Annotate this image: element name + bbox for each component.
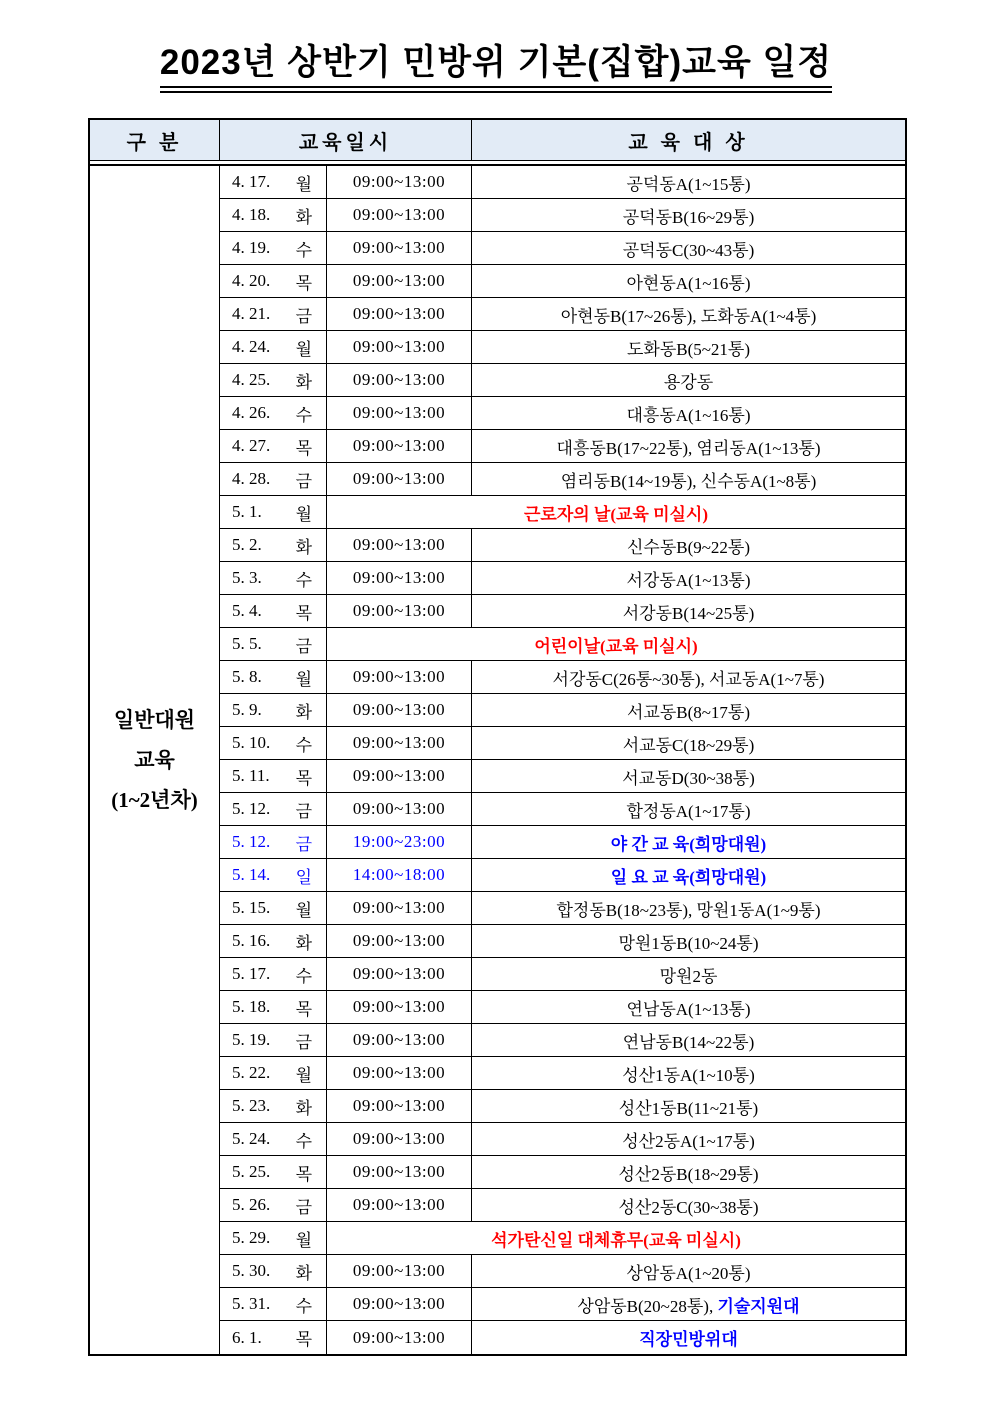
date-text: 5. 22. — [232, 1063, 271, 1082]
time-cell: 09:00~13:00 — [327, 727, 472, 759]
target-text: 합정동B(18~23통), 망원1동A(1~9통) — [556, 900, 821, 920]
table-row — [220, 826, 905, 859]
time-cell: 09:00~13:00 — [327, 661, 472, 693]
time-cell: 09:00~13:00 — [327, 397, 472, 429]
category-line: 교육 — [134, 748, 175, 772]
date-cell — [220, 859, 327, 891]
date-cell — [220, 991, 327, 1023]
weekday-text: 화 — [295, 933, 312, 953]
date-cell — [220, 1321, 327, 1354]
schedule-rows — [220, 166, 905, 1354]
target-text: 야 간 교 육(희망대원) — [610, 834, 767, 854]
target-text: 성산2동A(1~17통) — [622, 1131, 755, 1151]
date-text: 5. 5. — [232, 634, 262, 653]
time-cell: 09:00~13:00 — [327, 562, 472, 594]
table-row — [220, 1024, 905, 1057]
target-text: 대흥동A(1~16통) — [626, 405, 751, 425]
weekday-text: 금 — [295, 471, 312, 491]
target-cell — [472, 925, 905, 957]
header-datetime: 교육일시 — [220, 120, 472, 160]
date-text: 4. 27. — [232, 436, 271, 455]
table-row — [220, 1222, 905, 1255]
date-cell — [220, 1189, 327, 1221]
weekday-text: 금 — [295, 636, 312, 656]
target-text: 연남동A(1~13통) — [626, 999, 751, 1019]
target-cell — [472, 364, 905, 396]
target-cell — [472, 1189, 905, 1221]
time-cell: 09:00~13:00 — [327, 199, 472, 231]
schedule-table — [88, 118, 907, 1356]
target-text: 염리동B(14~19통), 신수동A(1~8통) — [560, 471, 817, 491]
target-cell — [472, 562, 905, 594]
date-text: 5. 24. — [232, 1129, 271, 1148]
time-cell: 09:00~13:00 — [327, 958, 472, 990]
date-cell — [220, 925, 327, 957]
target-cell — [472, 793, 905, 825]
weekday-text: 목 — [295, 603, 312, 623]
target-cell — [472, 1024, 905, 1056]
date-text: 4. 18. — [232, 205, 271, 224]
weekday-text: 목 — [295, 1164, 312, 1184]
table-row — [220, 595, 905, 628]
date-cell — [220, 1024, 327, 1056]
time-cell: 09:00~13:00 — [327, 1156, 472, 1188]
weekday-text: 수 — [295, 966, 312, 986]
time-cell: 09:00~13:00 — [327, 1024, 472, 1056]
table-row — [220, 1288, 905, 1321]
weekday-text: 화 — [295, 537, 312, 557]
target-text: 신수동B(9~22통) — [626, 537, 751, 557]
target-cell — [472, 1255, 905, 1287]
header-target: 교 육 대 상 — [628, 131, 749, 154]
target-text: 아현동A(1~16통) — [626, 273, 751, 293]
time-cell: 09:00~13:00 — [327, 463, 472, 495]
weekday-text: 목 — [295, 1330, 312, 1349]
table-row — [220, 331, 905, 364]
weekday-text: 금 — [295, 1032, 312, 1052]
date-cell — [220, 232, 327, 264]
target-text: 서강동A(1~13통) — [626, 570, 751, 590]
weekday-text: 일 — [295, 867, 312, 887]
target-text: 공덕동A(1~15통) — [626, 174, 751, 194]
target-text: 어린이날(교육 미실시) — [534, 636, 698, 656]
target-cell — [472, 463, 905, 495]
target-text: 일 요 교 육(희망대원) — [610, 867, 767, 887]
weekday-text: 금 — [295, 834, 312, 854]
table-row — [220, 199, 905, 232]
table-row — [220, 430, 905, 463]
weekday-text: 수 — [295, 1296, 312, 1316]
target-text: 상암동B(20~28통), — [577, 1296, 718, 1316]
weekday-text: 목 — [295, 273, 312, 293]
weekday-text: 월 — [295, 669, 312, 689]
table-row — [220, 397, 905, 430]
time-cell: 09:00~13:00 — [327, 892, 472, 924]
date-cell — [220, 430, 327, 462]
target-cell — [472, 232, 905, 264]
time-cell: 09:00~13:00 — [327, 1255, 472, 1287]
table-row — [220, 1057, 905, 1090]
target-text: 공덕동C(30~43통) — [622, 240, 755, 260]
time-cell: 09:00~13:00 — [327, 1057, 472, 1089]
table-row — [220, 166, 905, 199]
target-cell — [472, 529, 905, 561]
table-row — [220, 925, 905, 958]
holiday-cell — [327, 628, 905, 660]
weekday-text: 금 — [295, 306, 312, 326]
weekday-text: 목 — [295, 999, 312, 1019]
target-text: 서교동C(18~29통) — [622, 735, 755, 755]
target-cell — [472, 892, 905, 924]
date-cell — [220, 595, 327, 627]
category-line: (1~2년차) — [111, 788, 198, 812]
target-cell — [472, 1090, 905, 1122]
target-cell — [472, 265, 905, 297]
date-cell — [220, 793, 327, 825]
table-row — [220, 1156, 905, 1189]
weekday-text: 월 — [295, 900, 312, 920]
target-cell — [472, 1123, 905, 1155]
target-cell — [472, 661, 905, 693]
table-row — [220, 529, 905, 562]
category-line: 일반대원 — [113, 708, 196, 732]
table-header-row — [90, 120, 905, 161]
date-text: 4. 28. — [232, 469, 271, 488]
date-text: 5. 2. — [232, 535, 262, 554]
date-cell — [220, 1156, 327, 1188]
table-row — [220, 364, 905, 397]
table-row — [220, 463, 905, 496]
target-text: 도화동B(5~21통) — [626, 339, 751, 359]
date-cell — [220, 1255, 327, 1287]
time-cell: 14:00~18:00 — [327, 859, 472, 891]
target-text: 성산1동B(11~21통) — [618, 1098, 759, 1118]
date-text: 5. 17. — [232, 964, 271, 983]
date-text: 4. 21. — [232, 304, 271, 323]
date-cell — [220, 166, 327, 198]
table-row — [220, 1255, 905, 1288]
date-text: 5. 23. — [232, 1096, 271, 1115]
date-text: 5. 31. — [232, 1294, 271, 1313]
target-cell — [472, 958, 905, 990]
date-text: 4. 26. — [232, 403, 271, 422]
time-cell: 09:00~13:00 — [327, 595, 472, 627]
target-cell — [472, 166, 905, 198]
table-row — [220, 1090, 905, 1123]
date-text: 5. 10. — [232, 733, 271, 752]
time-cell: 09:00~13:00 — [327, 331, 472, 363]
target-cell — [472, 1057, 905, 1089]
time-cell: 09:00~13:00 — [327, 1123, 472, 1155]
target-cell — [472, 1288, 905, 1320]
target-text: 용강동 — [663, 372, 714, 392]
date-text: 4. 24. — [232, 337, 271, 356]
time-cell: 19:00~23:00 — [327, 826, 472, 858]
date-cell — [220, 463, 327, 495]
table-row — [220, 892, 905, 925]
category-cell — [90, 166, 220, 1354]
date-cell — [220, 397, 327, 429]
weekday-text: 수 — [295, 570, 312, 590]
target-cell — [472, 595, 905, 627]
date-text: 5. 8. — [232, 667, 262, 686]
date-cell — [220, 661, 327, 693]
page-title-text: 2023년 상반기 민방위 기본(집합)교육 일정 — [160, 44, 832, 93]
weekday-text: 월 — [295, 174, 312, 194]
date-text: 5. 18. — [232, 997, 271, 1016]
target-cell — [472, 859, 905, 891]
header-category: 구 분 — [90, 120, 220, 160]
date-cell — [220, 727, 327, 759]
date-cell — [220, 199, 327, 231]
time-cell: 09:00~13:00 — [327, 1090, 472, 1122]
date-cell — [220, 892, 327, 924]
weekday-text: 화 — [295, 207, 312, 227]
time-cell: 09:00~13:00 — [327, 298, 472, 330]
date-cell — [220, 694, 327, 726]
target-text: 직장민방위대 — [639, 1330, 738, 1349]
target-cell — [472, 298, 905, 330]
target-text: 서강동B(14~25통) — [622, 603, 755, 623]
table-row — [220, 628, 905, 661]
weekday-text: 월 — [295, 339, 312, 359]
target-text: 기술지원대 — [717, 1296, 800, 1316]
time-cell: 09:00~13:00 — [327, 991, 472, 1023]
date-text: 5. 9. — [232, 700, 262, 719]
time-cell: 09:00~13:00 — [327, 166, 472, 198]
weekday-text: 목 — [295, 438, 312, 458]
target-text: 대흥동B(17~22통), 염리동A(1~13통) — [556, 438, 821, 458]
time-cell: 09:00~13:00 — [327, 1189, 472, 1221]
table-row — [220, 760, 905, 793]
table-row — [220, 298, 905, 331]
date-cell — [220, 1090, 327, 1122]
date-text: 5. 29. — [232, 1228, 271, 1247]
time-cell: 09:00~13:00 — [327, 694, 472, 726]
date-text: 5. 1. — [232, 502, 262, 521]
target-cell — [472, 331, 905, 363]
holiday-cell — [327, 1222, 905, 1254]
target-cell — [472, 727, 905, 759]
date-cell — [220, 331, 327, 363]
table-row — [220, 661, 905, 694]
table-row — [220, 727, 905, 760]
date-cell — [220, 628, 327, 660]
date-text: 5. 12. — [232, 832, 271, 851]
weekday-text: 금 — [295, 1197, 312, 1217]
table-row — [220, 265, 905, 298]
date-cell — [220, 298, 327, 330]
target-text: 공덕동B(16~29통) — [622, 207, 755, 227]
weekday-text: 목 — [295, 768, 312, 788]
date-cell — [220, 760, 327, 792]
table-row — [220, 232, 905, 265]
target-cell — [472, 760, 905, 792]
target-text: 석가탄신일 대체휴무(교육 미실시) — [491, 1230, 741, 1250]
table-row — [220, 562, 905, 595]
target-text: 상암동A(1~20통) — [626, 1263, 751, 1283]
target-cell — [472, 694, 905, 726]
weekday-text: 수 — [295, 735, 312, 755]
date-text: 6. 1. — [232, 1327, 262, 1347]
time-cell: 09:00~13:00 — [327, 760, 472, 792]
weekday-text: 금 — [295, 801, 312, 821]
target-cell — [472, 199, 905, 231]
time-cell: 09:00~13:00 — [327, 529, 472, 561]
weekday-text: 수 — [295, 1131, 312, 1151]
time-cell: 09:00~13:00 — [327, 793, 472, 825]
target-text: 망원2동 — [659, 966, 718, 986]
date-cell — [220, 496, 327, 528]
time-cell: 09:00~13:00 — [327, 265, 472, 297]
table-body — [90, 166, 905, 1354]
weekday-text: 화 — [295, 372, 312, 392]
date-cell — [220, 265, 327, 297]
target-cell — [472, 1156, 905, 1188]
date-text: 4. 25. — [232, 370, 271, 389]
date-text: 4. 20. — [232, 271, 271, 290]
date-text: 5. 25. — [232, 1162, 271, 1181]
target-text: 연남동B(14~22통) — [622, 1032, 755, 1052]
date-text: 4. 17. — [232, 172, 271, 191]
date-text: 5. 19. — [232, 1030, 271, 1049]
date-cell — [220, 826, 327, 858]
time-cell: 09:00~13:00 — [327, 925, 472, 957]
date-cell — [220, 1123, 327, 1155]
weekday-text: 화 — [295, 1263, 312, 1283]
date-text: 5. 4. — [232, 601, 262, 620]
target-text: 근로자의 날(교육 미실시) — [523, 504, 709, 524]
target-text: 성산1동A(1~10통) — [622, 1065, 755, 1085]
date-cell — [220, 562, 327, 594]
date-cell — [220, 1288, 327, 1320]
time-cell: 09:00~13:00 — [327, 430, 472, 462]
date-cell — [220, 1057, 327, 1089]
target-cell — [472, 991, 905, 1023]
target-text: 합정동A(1~17통) — [626, 801, 751, 821]
weekday-text: 수 — [295, 405, 312, 425]
date-cell — [220, 364, 327, 396]
date-text: 5. 14. — [232, 865, 271, 884]
target-cell — [472, 1321, 905, 1354]
holiday-cell — [327, 496, 905, 528]
weekday-text: 월 — [295, 1230, 312, 1250]
weekday-text: 월 — [295, 1065, 312, 1085]
date-text: 5. 16. — [232, 931, 271, 950]
page-title — [0, 44, 992, 93]
table-row — [220, 1123, 905, 1156]
date-text: 4. 19. — [232, 238, 271, 257]
table-row — [220, 793, 905, 826]
table-row — [220, 958, 905, 991]
target-cell — [472, 826, 905, 858]
table-row — [220, 496, 905, 529]
target-text: 서교동B(8~17통) — [626, 702, 751, 722]
time-cell: 09:00~13:00 — [327, 364, 472, 396]
target-text: 성산2동C(30~38통) — [618, 1197, 759, 1217]
table-row — [220, 859, 905, 892]
target-text: 아현동B(17~26통), 도화동A(1~4통) — [560, 306, 817, 326]
date-cell — [220, 529, 327, 561]
time-cell: 09:00~13:00 — [327, 232, 472, 264]
date-text: 5. 26. — [232, 1195, 271, 1214]
weekday-text: 월 — [295, 504, 312, 524]
date-text: 5. 12. — [232, 799, 271, 818]
table-row — [220, 1321, 905, 1354]
target-text: 망원1동B(10~24통) — [618, 933, 759, 953]
target-cell — [472, 430, 905, 462]
time-cell: 09:00~13:00 — [327, 1288, 472, 1320]
time-cell: 09:00~13:00 — [327, 1321, 472, 1354]
table-row — [220, 694, 905, 727]
target-cell — [472, 397, 905, 429]
table-row — [220, 991, 905, 1024]
date-text: 5. 15. — [232, 898, 271, 917]
weekday-text: 화 — [295, 1098, 312, 1118]
target-text: 서교동D(30~38통) — [622, 768, 755, 788]
date-cell — [220, 1222, 327, 1254]
weekday-text: 화 — [295, 702, 312, 722]
target-text: 서강동C(26통~30통), 서교동A(1~7통) — [552, 669, 825, 689]
target-text: 성산2동B(18~29통) — [618, 1164, 759, 1184]
date-text: 5. 11. — [232, 766, 270, 785]
date-text: 5. 3. — [232, 568, 262, 587]
date-cell — [220, 958, 327, 990]
weekday-text: 수 — [295, 240, 312, 260]
date-text: 5. 30. — [232, 1261, 271, 1280]
table-row — [220, 1189, 905, 1222]
